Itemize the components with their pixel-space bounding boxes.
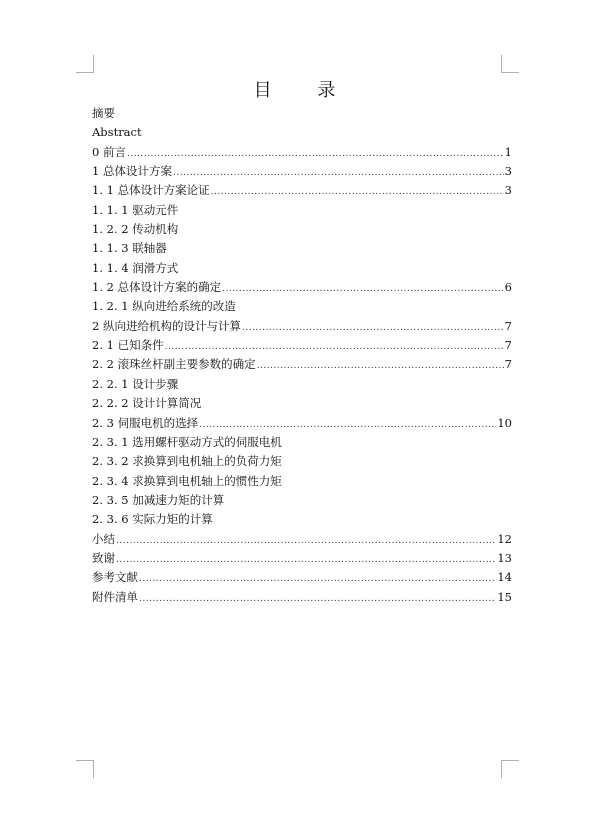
toc-dot-leader	[116, 551, 496, 570]
toc-dot-leader	[116, 532, 496, 551]
toc-entry-label: 2. 2 滚珠丝杆副主要参数的确定	[92, 357, 256, 372]
toc-entry-label: 2. 3. 2 求换算到电机轴上的负荷力矩	[92, 454, 282, 469]
toc-page-number: 10	[497, 415, 512, 430]
toc-entry-label: 1. 1. 3 联轴器	[92, 241, 167, 256]
toc-dot-leader	[139, 570, 496, 589]
toc-entry-label: 2. 3. 1 选用螺杆驱动方式的伺服电机	[92, 434, 282, 449]
toc-entry[interactable]	[92, 491, 512, 510]
toc-page-number: 13	[497, 550, 512, 565]
toc-page-number: 14	[497, 570, 512, 585]
toc-entry[interactable]	[92, 143, 512, 162]
toc-entry-label: 1. 2 总体设计方案的确定	[92, 280, 222, 295]
crop-mark-bottom-left	[76, 760, 94, 778]
toc-entry[interactable]	[92, 549, 512, 568]
toc-entry[interactable]	[92, 181, 512, 200]
toc-entry-label: 致谢	[92, 550, 115, 565]
toc-entry[interactable]	[92, 162, 512, 181]
toc-entry[interactable]	[92, 259, 512, 278]
toc-dot-leader	[211, 183, 504, 202]
toc-entry-label: 1. 2. 2 传动机构	[92, 222, 179, 237]
toc-entry-label: 1. 1. 1 驱动元件	[92, 202, 179, 217]
table-of-contents	[92, 104, 512, 607]
toc-entry-label: 小结	[92, 531, 115, 546]
toc-entry[interactable]	[92, 336, 512, 355]
toc-entry[interactable]	[92, 472, 512, 491]
toc-dot-leader	[222, 280, 504, 299]
toc-dot-leader	[173, 164, 504, 183]
toc-entry-label: 2. 2. 2 设计计算简况	[92, 396, 202, 411]
toc-entry-label: 附件清单	[92, 589, 138, 604]
toc-entry[interactable]	[92, 510, 512, 529]
toc-entry-label: 参考文献	[92, 570, 138, 585]
toc-entry[interactable]	[92, 355, 512, 374]
toc-entry-label: 2. 3 伺服电机的选择	[92, 415, 199, 430]
toc-entry-label: 2. 2. 1 设计步骤	[92, 376, 179, 391]
toc-entry[interactable]	[92, 104, 512, 123]
toc-entry[interactable]	[92, 123, 512, 142]
crop-mark-top-right	[501, 55, 519, 73]
toc-entry-label: 1. 2. 1 纵向进给系统的改造	[92, 299, 236, 314]
toc-page-number: 1	[504, 144, 512, 159]
toc-entry[interactable]	[92, 452, 512, 471]
toc-page-number: 12	[497, 531, 512, 546]
toc-dot-leader	[127, 145, 504, 164]
toc-entry[interactable]	[92, 278, 512, 297]
toc-entry-label: 2. 3. 5 加减速力矩的计算	[92, 492, 225, 507]
toc-dot-leader	[257, 357, 504, 376]
toc-entry[interactable]	[92, 297, 512, 316]
toc-page-number: 7	[504, 318, 512, 333]
toc-entry-label: 0 前言	[92, 144, 126, 159]
toc-entry[interactable]	[92, 530, 512, 549]
toc-page-number: 6	[504, 280, 512, 295]
toc-entry[interactable]	[92, 568, 512, 587]
toc-page-number: 3	[504, 164, 512, 179]
toc-page-number: 3	[504, 183, 512, 198]
toc-dot-leader	[139, 590, 496, 609]
toc-entry[interactable]	[92, 317, 512, 336]
toc-entry[interactable]	[92, 414, 512, 433]
toc-entry-label: Abstract	[92, 125, 142, 140]
toc-entry[interactable]	[92, 239, 512, 258]
toc-entry[interactable]	[92, 201, 512, 220]
toc-entry[interactable]	[92, 588, 512, 607]
toc-entry-label: 2. 1 已知条件	[92, 338, 164, 353]
crop-mark-top-left	[76, 55, 94, 73]
toc-entry-label: 1. 1. 4 润滑方式	[92, 260, 179, 275]
toc-entry-label: 1. 1 总体设计方案论证	[92, 183, 210, 198]
toc-page-number: 15	[497, 589, 512, 604]
toc-entry-label: 摘要	[92, 106, 115, 120]
toc-page-number: 7	[504, 338, 512, 353]
crop-mark-bottom-right	[501, 760, 519, 778]
toc-entry[interactable]	[92, 433, 512, 452]
toc-page-number: 7	[504, 357, 512, 372]
toc-entry-label: 2. 3. 4 求换算到电机轴上的惯性力矩	[92, 473, 282, 488]
toc-entry[interactable]	[92, 375, 512, 394]
toc-title: 目 录	[253, 80, 356, 101]
toc-entry[interactable]	[92, 220, 512, 239]
toc-entry-label: 2 纵向进给机构的设计与计算	[92, 318, 241, 333]
toc-dot-leader	[242, 319, 504, 338]
toc-entry-label: 2. 3. 6 实际力矩的计算	[92, 512, 213, 527]
toc-entry-label: 1 总体设计方案	[92, 164, 172, 179]
toc-entry[interactable]	[92, 394, 512, 413]
